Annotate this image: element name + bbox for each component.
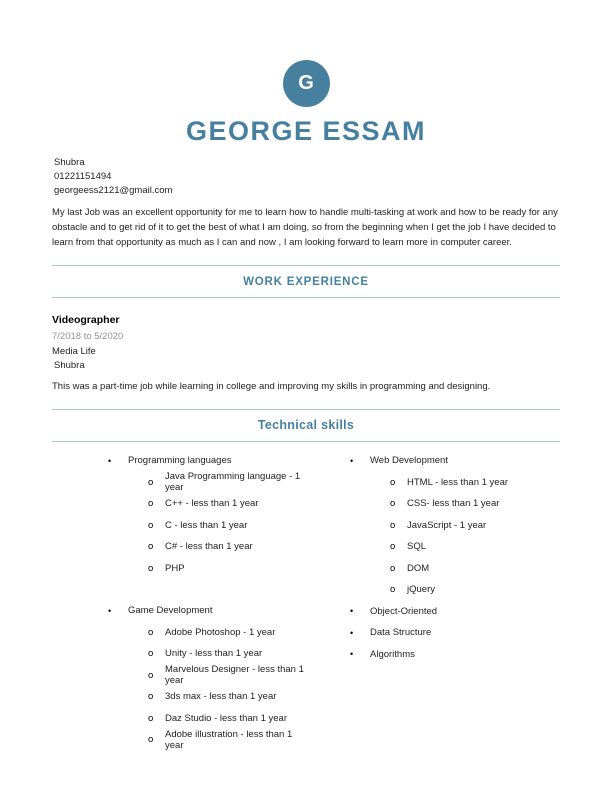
- skill-item-label: JavaScript - 1 year: [407, 519, 487, 531]
- contact-city: Shubra: [54, 157, 85, 168]
- skill-item-label: Unity - less than 1 year: [165, 648, 263, 660]
- skill-item: [108, 643, 306, 665]
- skill-category: [350, 622, 560, 644]
- sub-bullet-icon: o: [390, 541, 396, 553]
- contact-block: [52, 156, 560, 198]
- skill-item-label: Adobe illustration - less than 1 year: [165, 728, 293, 751]
- skill-item: [350, 493, 560, 515]
- skill-item-label: Adobe Photoshop - 1 year: [165, 626, 276, 638]
- skill-item-label: SQL: [407, 541, 427, 553]
- skill-item: [108, 515, 306, 537]
- page-title: GEORGE ESSAM: [185, 116, 427, 146]
- skill-item: [108, 686, 306, 708]
- skill-category: [350, 450, 560, 472]
- skill-item-label: jQuery: [407, 584, 435, 596]
- section-title: WORK EXPERIENCE: [243, 276, 369, 288]
- skill-item: [108, 536, 306, 558]
- section-technical-skills-header: [52, 409, 560, 442]
- skill-item-label: C# - less than 1 year: [165, 541, 253, 553]
- skill-item: [350, 579, 560, 601]
- skill-category-label: Algorithms: [370, 648, 415, 660]
- skill-item: [108, 472, 306, 494]
- job-entry: [52, 314, 560, 394]
- skill-category: [108, 450, 306, 472]
- skill-category-label: Object-Oriented: [370, 605, 438, 617]
- sub-bullet-icon: o: [148, 734, 154, 746]
- section-title: Technical skills: [257, 418, 355, 432]
- avatar: [283, 60, 330, 107]
- sub-bullet-icon: o: [148, 476, 154, 488]
- avatar-letter: G: [298, 72, 314, 94]
- bullet-icon: •: [350, 649, 354, 660]
- bullet-icon: •: [108, 605, 112, 616]
- sub-bullet-icon: o: [148, 712, 154, 724]
- skill-item-label: DOM: [407, 562, 430, 574]
- skills-right-column: [306, 450, 560, 751]
- skill-item-label: Daz Studio - less than 1 year: [165, 712, 287, 724]
- sub-bullet-icon: o: [148, 562, 154, 574]
- sub-bullet-icon: o: [148, 541, 154, 553]
- skill-category-label: Web Development: [370, 455, 448, 467]
- sub-bullet-icon: o: [390, 498, 396, 510]
- skill-item: [108, 729, 306, 751]
- sub-bullet-icon: o: [390, 562, 396, 574]
- contact-email: georgeess2121@gmail.com: [54, 185, 173, 196]
- skill-category: [350, 601, 560, 623]
- skill-item-label: Marvelous Designer - less than 1 year: [165, 664, 304, 687]
- skill-item-label: CSS- less than 1 year: [407, 498, 500, 510]
- skill-item-label: C++ - less than 1 year: [165, 498, 259, 510]
- skill-item-label: HTML - less than 1 year: [407, 476, 509, 488]
- sub-bullet-icon: o: [148, 519, 154, 531]
- sub-bullet-icon: o: [390, 476, 396, 488]
- skill-category-label: Programming languages: [128, 455, 232, 467]
- skill-item: [350, 536, 560, 558]
- skill-item: [108, 493, 306, 515]
- skill-item: [108, 665, 306, 687]
- skills-columns: [52, 450, 560, 751]
- bullet-icon: •: [350, 455, 354, 466]
- skill-category-label: Game Development: [128, 605, 213, 617]
- sub-bullet-icon: o: [390, 584, 396, 596]
- contact-phone: 01221151494: [54, 171, 112, 182]
- bullet-icon: •: [108, 455, 112, 466]
- skill-category: [350, 644, 560, 666]
- skill-item-label: Java Programming language - 1 year: [165, 471, 301, 494]
- job-location: Shubra: [54, 360, 85, 371]
- skill-item: [350, 515, 560, 537]
- sub-bullet-icon: o: [390, 519, 396, 531]
- skill-item: [108, 622, 306, 644]
- bullet-icon: •: [350, 606, 354, 617]
- sub-bullet-icon: o: [148, 498, 154, 510]
- summary-text: My last Job was an excellent opportunity for me to learn how to handle multi-tasking at work and how to be ready for any obstacle and to get rid of it to get the best of what I am doing, so from the beginning when I get the job I have decided to learn from that opportunity as much as I can and now , I am looking forward to learn more in computer career.: [52, 207, 558, 248]
- skill-category-label: Data Structure: [370, 627, 432, 639]
- skill-item: [108, 558, 306, 580]
- bullet-icon: •: [350, 627, 354, 638]
- sub-bullet-icon: o: [148, 691, 154, 703]
- skills-left-column: [52, 450, 306, 751]
- job-company: Media Life: [52, 346, 96, 357]
- skill-item: [108, 708, 306, 730]
- skill-item: [350, 472, 560, 494]
- job-dates: 7/2018 to 5/2020: [52, 331, 124, 342]
- job-title: Videographer: [52, 314, 120, 326]
- skill-item-label: C - less than 1 year: [165, 519, 248, 531]
- skill-category: [108, 600, 306, 622]
- section-work-experience-header: [52, 265, 560, 298]
- skill-item-label: 3ds max - less than 1 year: [165, 691, 277, 703]
- sub-bullet-icon: o: [148, 648, 154, 660]
- sub-bullet-icon: o: [148, 669, 154, 681]
- skill-item: [350, 558, 560, 580]
- job-description: This was a part-time job while learning in college and improving my skills in programming and designing.: [52, 381, 491, 392]
- skill-item-label: PHP: [165, 562, 185, 574]
- sub-bullet-icon: o: [148, 626, 154, 638]
